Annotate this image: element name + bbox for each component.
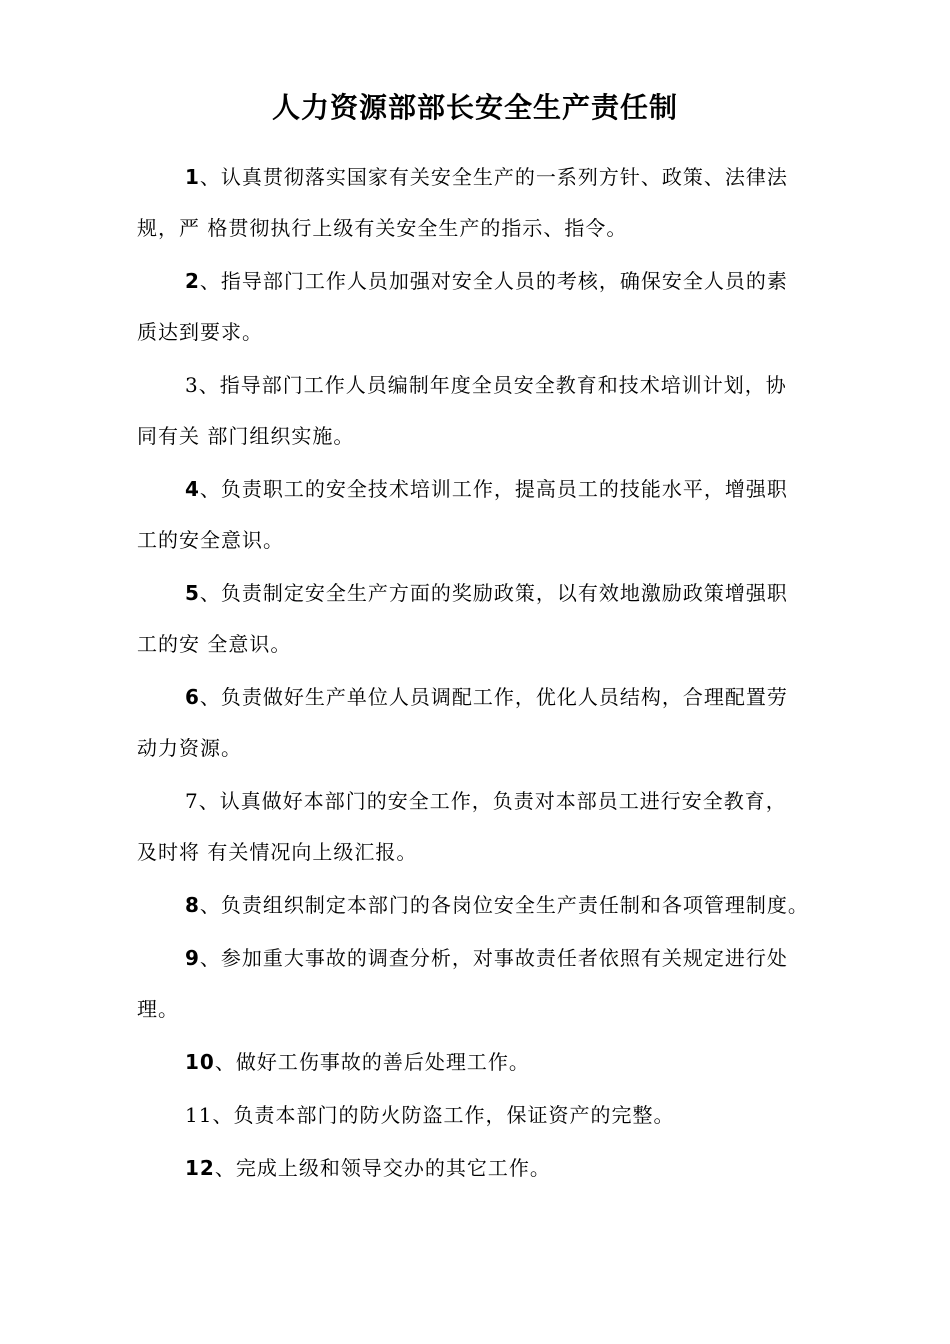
item-line	[137, 360, 827, 411]
item-text: 同有关 部门组织实施。	[137, 424, 355, 448]
item-line	[137, 307, 827, 358]
responsibility-item-12	[137, 1143, 827, 1194]
responsibility-item-9	[137, 933, 827, 1035]
item-text: 动力资源。	[137, 736, 242, 760]
item-number: 11	[185, 1103, 213, 1127]
responsibility-item-3	[137, 360, 827, 462]
item-text: 工的安 全意识。	[137, 632, 292, 656]
responsibility-item-11	[137, 1090, 827, 1141]
item-number: 2	[185, 269, 200, 293]
item-number: 1	[185, 165, 200, 189]
item-number: 10	[185, 1050, 215, 1074]
item-line	[137, 827, 827, 878]
responsibility-item-5	[137, 568, 827, 670]
item-number: 7	[185, 789, 199, 813]
item-text: 、负责制定安全生产方面的奖励政策，以有效地激励政策增强职	[199, 581, 788, 605]
item-text: 、指导部门工作人员加强对安全人员的考核，确保安全人员的素	[199, 269, 788, 293]
responsibility-item-4	[137, 464, 827, 566]
item-line	[137, 568, 827, 619]
item-line	[137, 464, 827, 515]
item-line	[137, 933, 827, 984]
item-text: 质达到要求。	[137, 320, 263, 344]
item-line	[137, 411, 827, 462]
document-title: 人力资源部部长安全生产责任制	[271, 91, 678, 124]
item-line	[137, 203, 827, 254]
item-line	[137, 1143, 827, 1194]
item-text: 、参加重大事故的调查分析，对事故责任者依照有关规定进行处	[199, 946, 788, 970]
item-text: 、做好工伤事故的善后处理工作。	[214, 1050, 530, 1074]
item-number: 5	[185, 581, 200, 605]
responsibility-item-8	[137, 880, 827, 931]
item-line	[137, 880, 827, 931]
item-text: 、完成上级和领导交办的其它工作。	[214, 1156, 551, 1180]
item-line	[137, 1037, 827, 1088]
responsibility-item-2	[137, 256, 827, 358]
item-text: 及时将 有关情况向上级汇报。	[137, 840, 418, 864]
item-number: 9	[185, 946, 200, 970]
item-text: 、负责做好生产单位人员调配工作，优化人员结构，合理配置劳	[199, 685, 788, 709]
responsibility-item-10	[137, 1037, 827, 1088]
item-line	[137, 672, 827, 723]
item-number: 6	[185, 685, 200, 709]
item-line	[137, 515, 827, 566]
item-line	[137, 776, 827, 827]
item-line	[137, 152, 827, 203]
item-text: 理。	[137, 997, 179, 1021]
item-number: 4	[185, 477, 200, 501]
item-line	[137, 256, 827, 307]
item-line	[137, 723, 827, 774]
item-text: 工的安全意识。	[137, 528, 284, 552]
item-number: 12	[185, 1156, 215, 1180]
item-line	[137, 619, 827, 670]
item-text: 、负责职工的安全技术培训工作，提高员工的技能水平，增强职	[199, 477, 788, 501]
item-text: 、负责组织制定本部门的各岗位安全生产责任制和各项管理制度。	[199, 893, 809, 917]
item-text: 、负责本部门的防火防盗工作，保证资产的完整。	[212, 1103, 675, 1127]
item-text: 、认真做好本部门的安全工作，负责对本部员工进行安全教育，	[198, 789, 787, 813]
item-line	[137, 1090, 827, 1141]
item-number: 8	[185, 893, 200, 917]
responsibility-item-6	[137, 672, 827, 774]
responsibility-item-1	[137, 152, 827, 254]
responsibility-item-7	[137, 776, 827, 878]
item-text: 规，严 格贯彻执行上级有关安全生产的指示、指令。	[137, 216, 628, 240]
item-text: 、指导部门工作人员编制年度全员安全教育和技术培训计划，协	[198, 373, 787, 397]
responsibility-list	[137, 152, 827, 1196]
item-line	[137, 984, 827, 1035]
item-text: 、认真贯彻落实国家有关安全生产的一系列方针、政策、法律法	[199, 165, 788, 189]
item-number: 3	[185, 373, 199, 397]
